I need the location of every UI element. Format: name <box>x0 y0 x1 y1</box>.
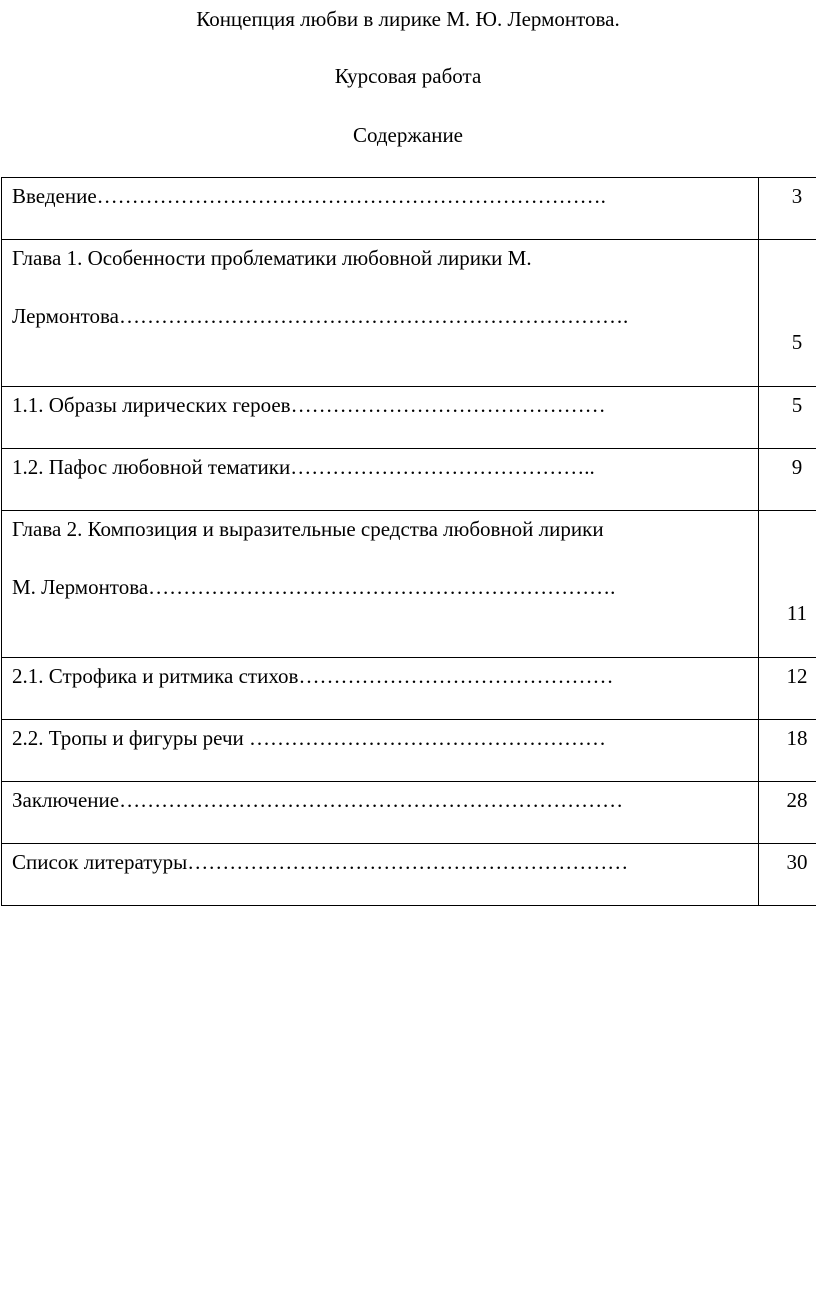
document-title: Концепция любви в лирике М. Ю. Лермонтова. <box>196 7 620 31</box>
toc-entry-title <box>2 449 759 511</box>
toc-entry-text-continued: М. Лермонтова…………………………………………………………. <box>12 575 616 599</box>
toc-page-number: 5 <box>759 240 816 387</box>
document-subtitle: Курсовая работа <box>334 64 482 88</box>
toc-row-section-2-2 <box>2 720 816 782</box>
toc-page-number: 5 <box>759 387 816 449</box>
toc-row-conclusion <box>2 782 816 844</box>
toc-row-section-1-2 <box>2 449 816 511</box>
toc-row-introduction <box>2 178 816 240</box>
toc-page-number: 3 <box>759 178 816 240</box>
toc-entry-text: 2.1. Строфика и ритмика стихов……………………………………… <box>12 664 614 688</box>
toc-row-chapter-2 <box>2 511 816 658</box>
toc-entry-text: 2.2. Тропы и фигуры речи …………………………………………… <box>12 726 607 750</box>
toc-row-section-2-1 <box>2 658 816 720</box>
toc-entry-text-continued: Лермонтова………………………………………………………………. <box>12 304 629 328</box>
toc-row-section-1-1 <box>2 387 816 449</box>
toc-heading: Содержание <box>352 123 464 147</box>
toc-page-number: 30 <box>759 844 816 906</box>
toc-entry-text: Глава 1. Особенности проблематики любовной лирики М. <box>12 246 532 270</box>
toc-entry-text: Глава 2. Композиция и выразительные средства любовной лирики <box>12 517 604 541</box>
toc-entry-title <box>2 782 759 844</box>
toc-entry-text: 1.2. Пафос любовной тематики…………………………………….. <box>12 455 595 479</box>
toc-entry-text: Введение………………………………………………………………. <box>12 184 606 208</box>
toc-entry-text: Заключение……………………………………………………………… <box>12 788 624 812</box>
toc-entry-title <box>2 658 759 720</box>
toc-entry-title <box>2 720 759 782</box>
toc-row-chapter-1 <box>2 240 816 387</box>
toc-page-number: 11 <box>759 511 816 658</box>
toc-entry-title <box>2 178 759 240</box>
toc-entry-text: 1.1. Образы лирических героев……………………………………… <box>12 393 606 417</box>
toc-entry-text: Список литературы……………………………………………………… <box>12 850 629 874</box>
toc-entry-title <box>2 240 759 387</box>
toc-page-number: 9 <box>759 449 816 511</box>
toc-entry-title <box>2 511 759 658</box>
toc-entry-title <box>2 844 759 906</box>
toc-row-bibliography <box>2 844 816 906</box>
toc-page-number: 18 <box>759 720 816 782</box>
toc-entry-title <box>2 387 759 449</box>
toc-table <box>1 177 816 906</box>
toc-page-number: 12 <box>759 658 816 720</box>
toc-page-number: 28 <box>759 782 816 844</box>
